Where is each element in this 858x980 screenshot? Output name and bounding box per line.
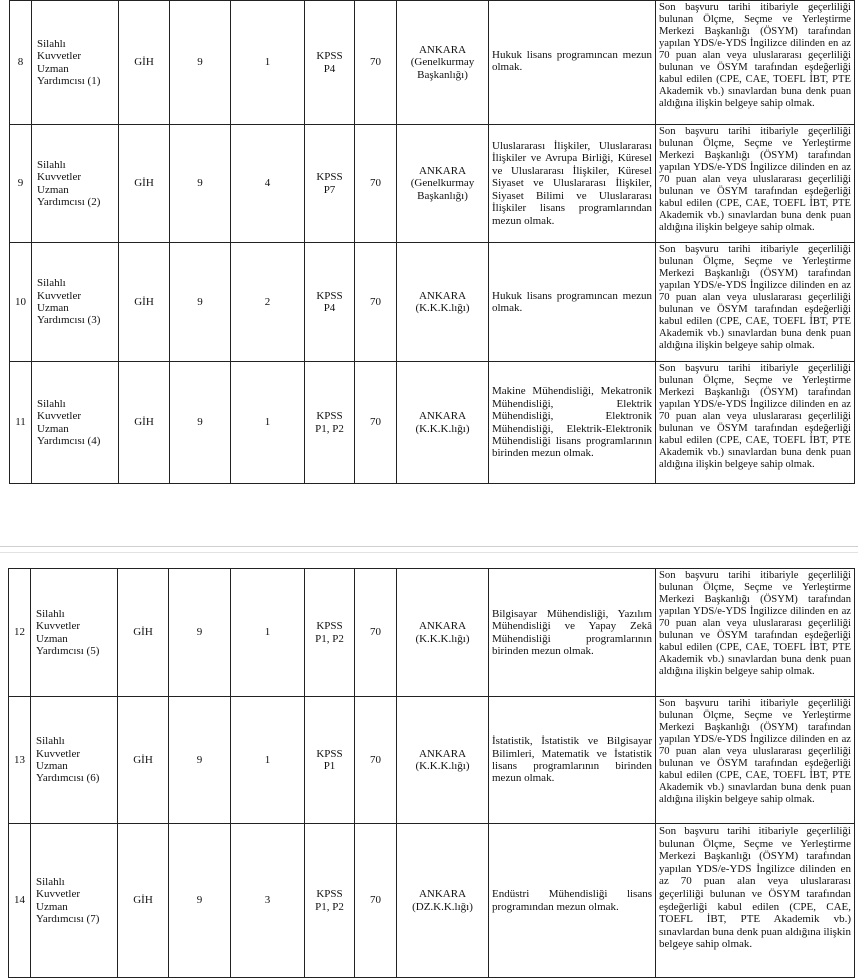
kpss-type: KPSS P4 — [305, 243, 355, 362]
service-class: GİH — [119, 243, 170, 362]
grade: 9 — [169, 697, 231, 824]
position-count: 1 — [231, 362, 305, 484]
position-count: 1 — [231, 697, 305, 824]
education-requirement: İstatistik, İstatistik ve Bilgisayar Bilimleri, Matematik ve İstatistik lisans programlarının birinden mezun olmak. — [489, 697, 656, 824]
service-class: GİH — [118, 697, 169, 824]
kpss-type: KPSS P7 — [305, 125, 355, 243]
table-row — [9, 697, 855, 824]
min-score: 70 — [355, 824, 397, 978]
position-title: Silahlı Kuvvetler Uzman Yardımcısı (5) — [31, 569, 118, 697]
position-title: Silahlı Kuvvetler Uzman Yardımcısı (7) — [31, 824, 118, 978]
page-divider — [0, 546, 858, 547]
education-requirement: Bilgisayar Mühendisliği, Yazılım Mühendisliği ve Yapay Zekâ Mühendisliği programlarının birinden mezun olmak. — [489, 569, 656, 697]
service-class: GİH — [119, 1, 170, 125]
page-divider — [0, 552, 858, 553]
location: ANKARA (Genelkurmay Başkanlığı) — [397, 125, 489, 243]
table-row — [10, 362, 855, 484]
table-row — [10, 243, 855, 362]
position-count: 4 — [231, 125, 305, 243]
language-requirement: Son başvuru tarihi itibariyle geçerliliği bulunan Ölçme, Seçme ve Yerleştirme Merkezi Başkanlığı (ÖSYM) tarafından yapılan YDS/e-YDS İngilizce dilinden en az 70 puan alan veya uluslararası geçerliliği bulunan ve ÖSYM tarafından eşdeğerliği kabul edilen (CPE, CAE, TOEFL İBT, PTE Akademik vb.) sınavlardan buna denk puan aldığına ilişkin belgeye sahip olmak. — [656, 243, 855, 362]
table-row — [10, 1, 855, 125]
location: ANKARA (DZ.K.K.lığı) — [397, 824, 489, 978]
position-count: 3 — [231, 824, 305, 978]
page-2 — [0, 568, 855, 980]
min-score: 70 — [355, 569, 397, 697]
service-class: GİH — [118, 569, 169, 697]
location: ANKARA (K.K.K.lığı) — [397, 569, 489, 697]
min-score: 70 — [355, 697, 397, 824]
language-requirement: Son başvuru tarihi itibariyle geçerliliği bulunan Ölçme, Seçme ve Yerleştirme Merkezi Başkanlığı (ÖSYM) tarafından yapılan YDS/e-YDS İngilizce dilinden en az 70 puan alan veya uluslararası geçerliliği bulunan ve ÖSYM tarafından eşdeğerliği kabul edilen (CPE, CAE, TOEFL İBT, PTE Akademik vb.) sınavlardan buna denk puan aldığına ilişkin belgeye sahip olmak. — [656, 1, 855, 125]
table-row — [10, 125, 855, 243]
row-number: 14 — [9, 824, 31, 978]
service-class: GİH — [119, 362, 170, 484]
grade: 9 — [169, 824, 231, 978]
position-title: Silahlı Kuvvetler Uzman Yardımcısı (4) — [32, 362, 119, 484]
positions-table-page-2 — [8, 568, 855, 978]
page-gap — [0, 487, 858, 568]
grade: 9 — [170, 1, 231, 125]
position-title: Silahlı Kuvvetler Uzman Yardımcısı (6) — [31, 697, 118, 824]
location: ANKARA (K.K.K.lığı) — [397, 697, 489, 824]
location: ANKARA (K.K.K.lığı) — [397, 362, 489, 484]
language-requirement: Son başvuru tarihi itibariyle geçerliliği bulunan Ölçme, Seçme ve Yerleştirme Merkezi Başkanlığı (ÖSYM) tarafından yapılan YDS/e-YDS İngilizce dilinden en az 70 puan alan veya uluslararası geçerliliği bulunan ve ÖSYM tarafından eşdeğerliği kabul edilen (CPE, CAE, TOEFL İBT, PTE Akademik vb.) sınavlardan buna denk puan aldığına ilişkin belgeye sahip olmak. — [656, 697, 855, 824]
language-requirement: Son başvuru tarihi itibariyle geçerliliği bulunan Ölçme, Seçme ve Yerleştirme Merkezi Başkanlığı (ÖSYM) tarafından yapılan YDS/e-YDS İngilizce dilinden en az 70 puan alan veya uluslararası geçerliliği bulunan ve ÖSYM tarafından eşdeğerliği kabul edilen (CPE, CAE, TOEFL İBT, PTE Akademik vb.) sınavlardan buna denk puan aldığına ilişkin belgeye sahip olmak. — [656, 125, 855, 243]
page-1 — [0, 0, 855, 487]
grade: 9 — [169, 569, 231, 697]
row-number: 9 — [10, 125, 32, 243]
kpss-type: KPSS P1 — [305, 697, 355, 824]
table-row — [9, 569, 855, 697]
service-class: GİH — [119, 125, 170, 243]
education-requirement: Hukuk lisans programıncan mezun olmak. — [489, 243, 656, 362]
min-score: 70 — [355, 125, 397, 243]
grade: 9 — [170, 125, 231, 243]
positions-table-page-1 — [9, 0, 855, 484]
education-requirement: Endüstri Mühendisliği lisans programından mezun olmak. — [489, 824, 656, 978]
location: ANKARA (K.K.K.lığı) — [397, 243, 489, 362]
kpss-type: KPSS P4 — [305, 1, 355, 125]
position-count: 1 — [231, 569, 305, 697]
position-title: Silahlı Kuvvetler Uzman Yardımcısı (3) — [32, 243, 119, 362]
row-number: 10 — [10, 243, 32, 362]
grade: 9 — [170, 362, 231, 484]
position-count: 2 — [231, 243, 305, 362]
kpss-type: KPSS P1, P2 — [305, 569, 355, 697]
service-class: GİH — [118, 824, 169, 978]
min-score: 70 — [355, 1, 397, 125]
education-requirement: Makine Mühendisliği, Mekatronik Mühendisliği, Elektrik Mühendisliği, Elektronik Mühendisliği, Elektrik-Elektronik Mühendisliği lisans programlarının birinden mezun olmak. — [489, 362, 656, 484]
kpss-type: KPSS P1, P2 — [305, 362, 355, 484]
min-score: 70 — [355, 243, 397, 362]
position-title: Silahlı Kuvvetler Uzman Yardımcısı (1) — [32, 1, 119, 125]
language-requirement: Son başvuru tarihi itibariyle geçerliliği bulunan Ölçme, Seçme ve Yerleştirme Merkezi Başkanlığı (ÖSYM) tarafından yapılan YDS/e-YDS İngilizce dilinden en az 70 puan alan veya uluslararası geçerliliği bulunan ve ÖSYM tarafından eşdeğerliği kabul edilen (CPE, CAE, TOEFL İBT, PTE Akademik vb.) sınavlardan buna denk puan aldığına ilişkin belgeye sahip olmak. — [656, 362, 855, 484]
language-requirement: Son başvuru tarihi itibariyle geçerliliği bulunan Ölçme, Seçme ve Yerleştirme Merkezi Başkanlığı (ÖSYM) tarafından yapılan YDS/e-YDS İngilizce dilinden en az 70 puan alan veya uluslararası geçerliliği bulunan ve ÖSYM tarafından eşdeğerliği kabul edilen (CPE, CAE, TOEFL İBT, PTE Akademik vb.) sınavlardan buna denk puan aldığına ilişkin belgeye sahip olmak. — [656, 824, 855, 978]
min-score: 70 — [355, 362, 397, 484]
row-number: 12 — [9, 569, 31, 697]
education-requirement: Hukuk lisans programıncan mezun olmak. — [489, 1, 656, 125]
row-number: 8 — [10, 1, 32, 125]
language-requirement: Son başvuru tarihi itibariyle geçerliliği bulunan Ölçme, Seçme ve Yerleştirme Merkezi Başkanlığı (ÖSYM) tarafından yapılan YDS/e-YDS İngilizce dilinden en az 70 puan alan veya uluslararası geçerliliği bulunan ve ÖSYM tarafından eşdeğerliği kabul edilen (CPE, CAE, TOEFL İBT, PTE Akademik vb.) sınavlardan buna denk puan aldığına ilişkin belgeye sahip olmak. — [656, 569, 855, 697]
kpss-type: KPSS P1, P2 — [305, 824, 355, 978]
education-requirement: Uluslararası İlişkiler, Uluslararası İlişkiler ve Avrupa Birliği, Küresel ve Uluslararası İlişkiler, Küresel Siyaset ve Uluslararası İlişkiler, Siyaset Bilimi ve Uluslararası İlişkiler lisans programlarından mezun olmak. — [489, 125, 656, 243]
grade: 9 — [170, 243, 231, 362]
row-number: 11 — [10, 362, 32, 484]
location: ANKARA (Genelkurmay Başkanlığı) — [397, 1, 489, 125]
table-row — [9, 824, 855, 978]
position-count: 1 — [231, 1, 305, 125]
position-title: Silahlı Kuvvetler Uzman Yardımcısı (2) — [32, 125, 119, 243]
row-number: 13 — [9, 697, 31, 824]
